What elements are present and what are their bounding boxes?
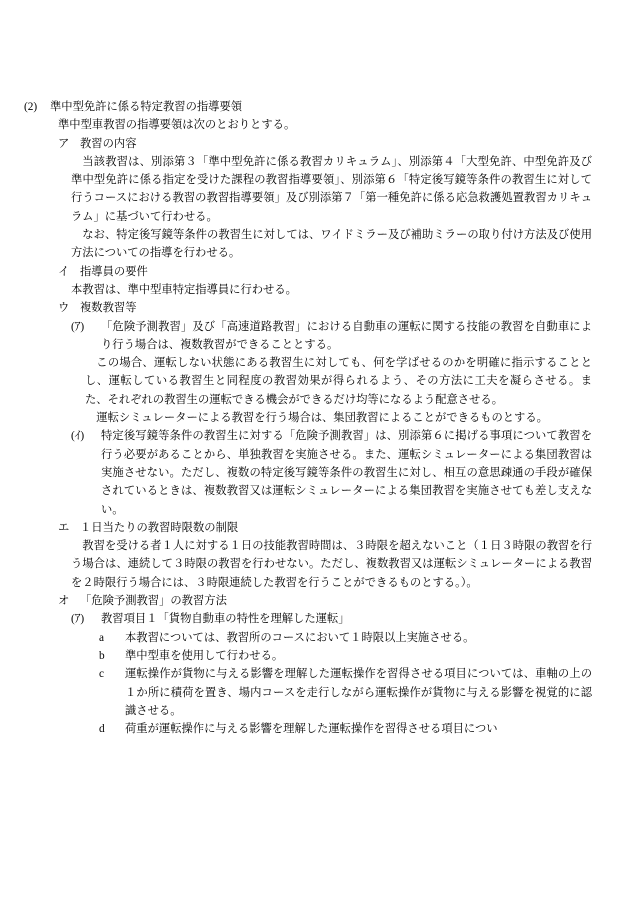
item-u-sub-a-row <box>71 318 592 355</box>
item-a-marker: ア <box>58 137 70 150</box>
item-u-sub-a-para-2: この場合、運転しない状態にある教習生に対しても、何を学ばせるのかを明確に指示することとし、運転している教習生と同程度の教習効果が得られるよう、その方法に工夫を凝らさせる。また、それぞれの教習生の運転できる機会ができるだけ均等になるよう配意させる。 <box>85 357 592 406</box>
item-o-alpha-a-marker: a <box>99 631 105 644</box>
item-u-sub-a-para-2-row <box>85 354 592 409</box>
item-i-para-1-row <box>71 281 592 299</box>
item-o-alpha-d-text: 荷重が運転操作に与える影響を理解した運転操作を習得させる項目につい <box>125 723 498 736</box>
item-e-para-1-row <box>71 537 592 592</box>
item-a-para-1-row <box>71 153 592 226</box>
item-e-marker: エ <box>58 521 70 534</box>
item-o-alpha-d-row <box>99 720 592 738</box>
item-e-para-1: 教習を受ける者１人に対する１日の技能教習時間は、３時限を超えないこと（１日３時限の教習を行う場合は、連続して３時限の教習を行わせない。ただし、複数教習又は運転シミュレーターによる教習を２時限行う場合には、３時限連続した教習を行うことができるものとする。）。 <box>71 540 592 589</box>
item-o-sub-a-row <box>71 610 592 628</box>
item-o-alpha-c-row <box>99 665 592 720</box>
item-a-para-2-row <box>71 226 592 263</box>
item-i-para-1: 本教習は、準中型車特定指導員に行わせる。 <box>71 283 297 296</box>
item-u-heading-row <box>58 299 592 317</box>
item-o-marker: オ <box>58 595 70 608</box>
item-o-alpha-c-text: 運転操作が貨物に与える影響を理解した運転操作を習得させる項目については、車軸の上の１か所に積荷を置き、場内コースを走行しながら運転操作が貨物に与える影響を視覚的に認識させる。 <box>125 668 592 717</box>
item-u-heading: 複数教習等 <box>80 302 137 315</box>
item-o-alpha-c-marker: c <box>99 668 105 681</box>
item-u-sub-i-row <box>71 427 592 518</box>
item-u-sub-a-marker: (ｱ) <box>71 320 85 333</box>
item-u-sub-a-para-1: 「危険予測教習」及び「高速道路教習」における自動車の運転に関する技能の教習を自動車により行う場合は、複数教習ができることとする。 <box>101 320 592 351</box>
item-u-marker: ウ <box>58 302 70 315</box>
section-marker: (2) <box>24 101 38 113</box>
item-o-heading-row <box>58 592 592 610</box>
item-o-alpha-a-text: 本教習については、教習所のコースにおいて１時限以上実施させる。 <box>125 631 475 644</box>
item-i-heading-row <box>58 263 592 281</box>
section-lead: 準中型車教習の指導要領は次のとおりとする。 <box>58 119 296 132</box>
item-u-sub-a-para-3-row <box>85 409 592 427</box>
item-o-alpha-b-text: 準中型車を使用して行わせる。 <box>125 649 284 662</box>
item-o-alpha-d-marker: d <box>99 723 105 736</box>
section-heading-row <box>24 98 592 116</box>
item-o-sub-a-marker: (ｱ) <box>71 613 85 626</box>
section-heading: 準中型免許に係る特定教習の指導要領 <box>50 101 243 113</box>
item-o-sub-a-heading: 教習項目１「貨物自動車の特性を理解した運転」 <box>101 613 350 626</box>
item-o-heading: 「危険予測教習」の教習方法 <box>80 595 227 608</box>
section-lead-row <box>58 116 592 134</box>
item-i-heading: 指導員の要件 <box>80 265 148 278</box>
item-o-alpha-b-row <box>99 647 592 665</box>
item-u-sub-i-marker: (ｲ) <box>71 430 85 443</box>
item-a-para-2: なお、特定後写鏡等条件の教習生に対しては、ワイドミラー及び補助ミラーの取り付け方法及び使用方法についての指導を行わせる。 <box>71 229 592 260</box>
item-u-sub-i-para-1: 特定後写鏡等条件の教習生に対する「危険予測教習」は、別添第６に掲げる事項について教習を行う必要があることから、単独教習を実施させる。また、運転シミュレーターによる集団教習は実施させない。ただし、複数の特定後写鏡等条件の教習生に対し、相互の意思疎通の手段が確保されているときは、複数教習又は運転シミュレーターによる集団教習を実施させても差し支えない。 <box>101 430 592 516</box>
item-a-para-1: 当該教習は、別添第３「準中型免許に係る教習カリキュラム」、別添第４「大型免許、中型免許及び準中型免許に係る指定を受けた課程の教習指導要領」、別添第６「特定後写鏡等条件の教習生に対して行うコースにおける教習の教習指導要領」及び別添第７「第一種免許に係る応急救護処置教習カリキュラム」に基づいて行わせる。 <box>71 155 592 223</box>
item-u-sub-a-para-3: 運転シミュレーターによる教習を行う場合は、集団教習によることができるものとする。 <box>96 412 548 425</box>
item-e-heading: １日当たりの教習時限数の制限 <box>80 521 239 534</box>
item-a-heading-row <box>58 135 592 153</box>
item-a-heading: 教習の内容 <box>80 137 137 150</box>
item-i-marker: イ <box>58 265 70 278</box>
item-e-heading-row <box>58 519 592 537</box>
item-o-alpha-a-row <box>99 629 592 647</box>
item-o-alpha-b-marker: b <box>99 649 105 662</box>
